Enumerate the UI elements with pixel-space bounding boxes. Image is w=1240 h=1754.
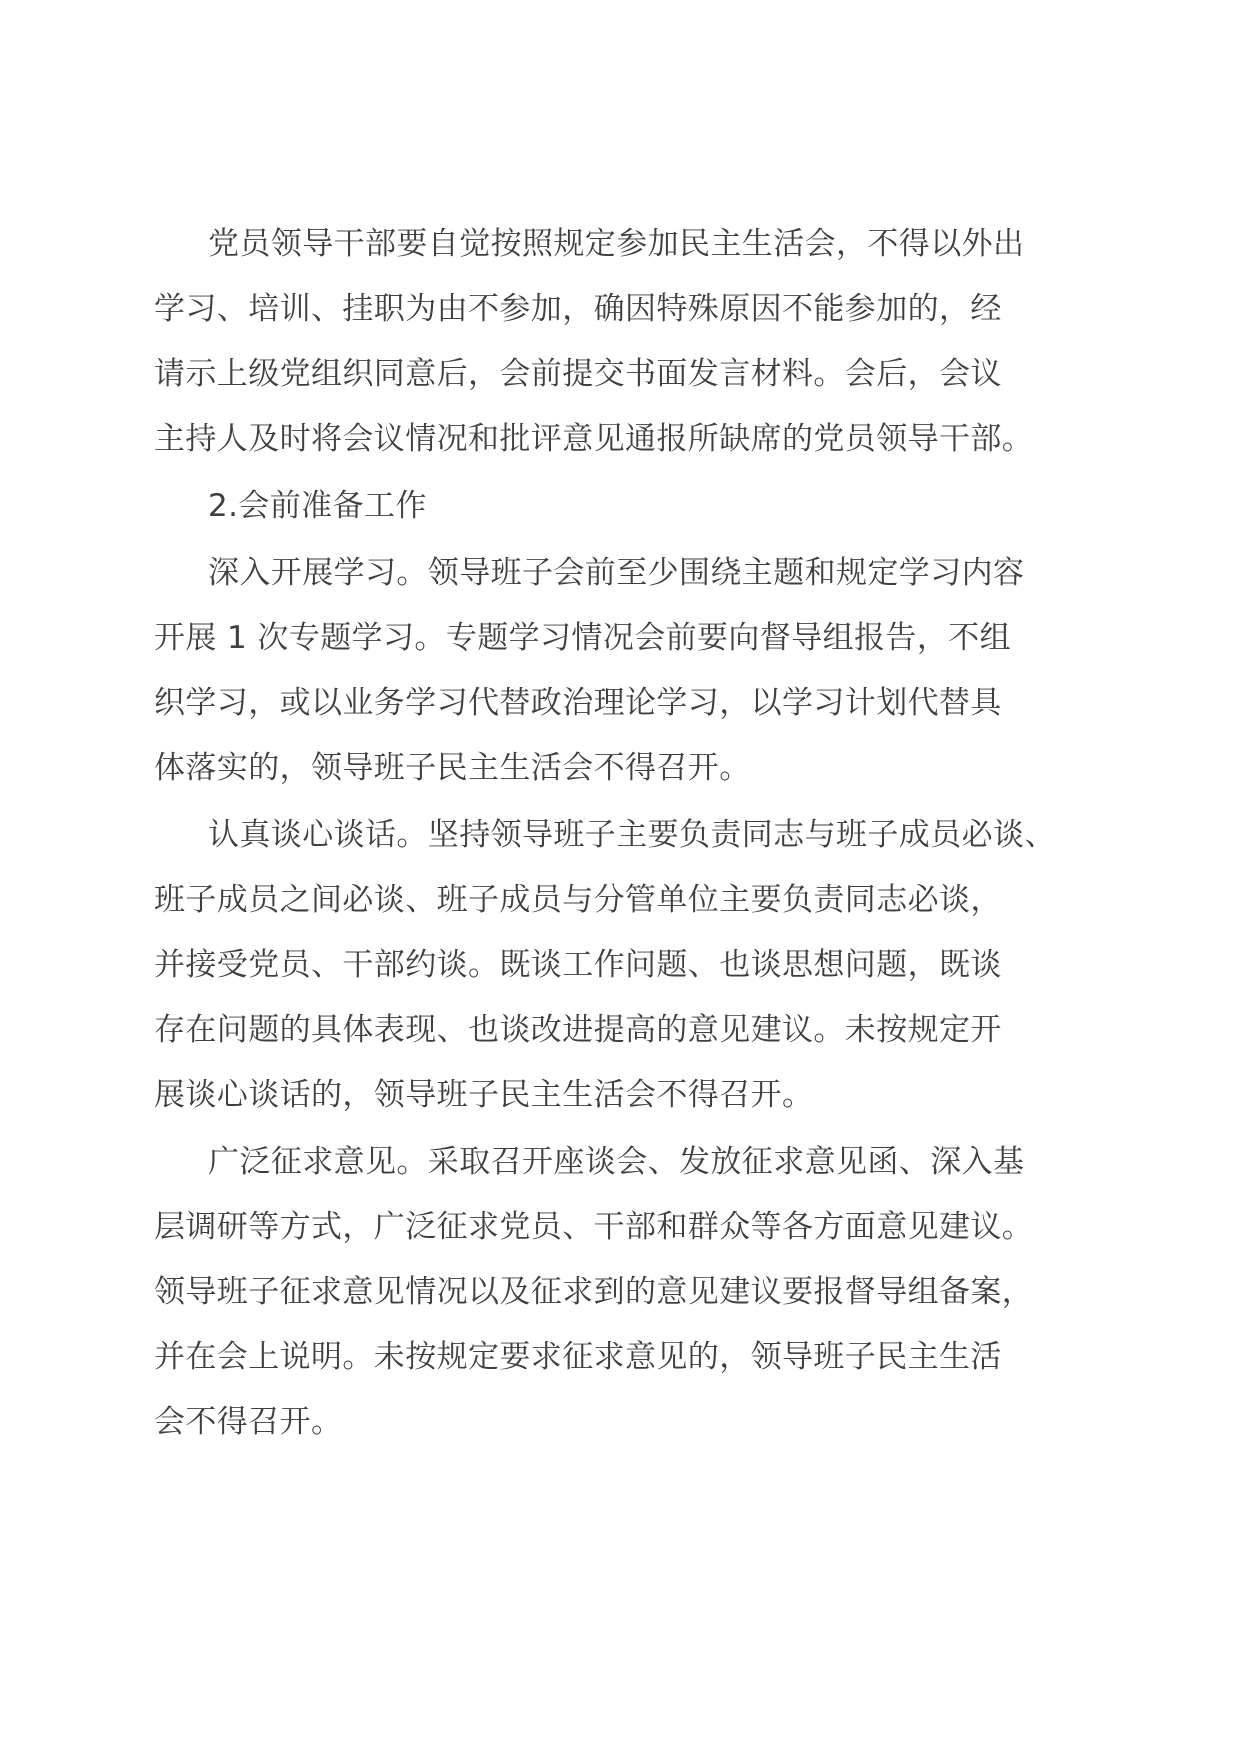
text-line: 请示上级党组织同意后，会前提交书面发言材料。会后，会议 — [154, 356, 1002, 392]
paragraph-attendance — [154, 212, 1094, 472]
text-line: 领导班子征求意见情况以及征求到的意见建议要报督导组备案， — [154, 1274, 1034, 1310]
text-line: 层调研等方式，广泛征求党员、干部和群众等各方面意见建议。 — [154, 1209, 1034, 1245]
text-line: 主持人及时将会议情况和批评意见通报所缺席的党员领导干部。 — [154, 421, 1034, 457]
text-line: 认真谈心谈话。坚持领导班子主要负责同志与班子成员必谈、 — [208, 817, 1056, 853]
text-line: 党员领导干部要自觉按照规定参加民主生活会，不得以外出 — [208, 226, 1025, 262]
text-line: 体落实的，领导班子民主生活会不得召开。 — [154, 750, 751, 786]
paragraph-talks — [154, 803, 1094, 1128]
text-line: 开展 1 次专题学习。专题学习情况会前要向督导组报告，不组 — [154, 620, 1012, 656]
document-body — [154, 212, 1094, 1457]
text-line: 学习、培训、挂职为由不参加，确因特殊原因不能参加的，经 — [154, 291, 1002, 327]
text-line: 并在会上说明。未按规定要求征求意见的，领导班子民主生活 — [154, 1339, 1002, 1375]
heading-text: 2.会前准备工作 — [208, 488, 427, 524]
paragraph-opinions — [154, 1130, 1094, 1455]
section-heading — [154, 474, 1094, 539]
text-line: 并接受党员、干部约谈。既谈工作问题、也谈思想问题，既谈 — [154, 947, 1002, 983]
text-line: 班子成员之间必谈、班子成员与分管单位主要负责同志必谈， — [154, 882, 1002, 918]
text-line: 深入开展学习。领导班子会前至少围绕主题和规定学习内容 — [208, 555, 1025, 591]
text-line: 展谈心谈话的，领导班子民主生活会不得召开。 — [154, 1077, 814, 1113]
text-line: 广泛征求意见。采取召开座谈会、发放征求意见函、深入基 — [208, 1144, 1025, 1180]
text-line: 会不得召开。 — [154, 1404, 343, 1440]
text-line: 织学习，或以业务学习代替政治理论学习，以学习计划代替具 — [154, 685, 1002, 721]
text-line: 存在问题的具体表现、也谈改进提高的意见建议。未按规定开 — [154, 1012, 1002, 1048]
paragraph-study — [154, 541, 1094, 801]
